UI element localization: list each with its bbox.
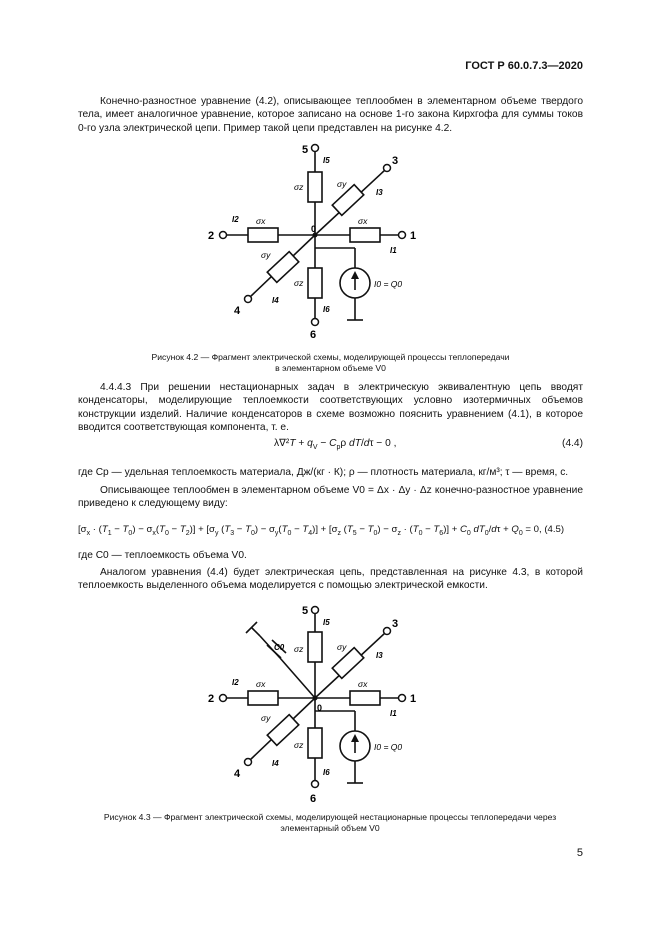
svg-text:C0: C0	[274, 643, 285, 652]
document-header: ГОСТ Р 60.0.7.3—2020	[465, 60, 583, 72]
svg-text:σy: σy	[261, 713, 271, 723]
figure-4-3-caption-line2: элементарный объем V0	[280, 823, 380, 833]
svg-text:I1: I1	[390, 709, 397, 718]
equation-4-4-number: (4.4)	[562, 438, 583, 449]
equation-4-5: $[\sigma_x \cdot (T_1 - T_0) - \sigma_x(T_0 - T_2)] + [\sigma_y$ $(T_3 - T_0) - \sigma_y(T_0 - T_4)] + [\sigma_z$ $(T_5 - T_0) - \sigma_z \cdot (T_0 - T_6)] + C_0$ $dT_0/d\tau + Q_0 = 0$, (4.5)	[78, 524, 565, 537]
figure-4-2-caption-line1: Рисунок 4.2 — Фрагмент электрической схемы, моделирующей процессы теплопередачи	[151, 352, 510, 362]
svg-text:I4: I4	[272, 296, 279, 305]
paragraph-6: Аналогом уравнения (4.4) будет электрическая цепь, представленная на рисунке 4.3, в которой теплоемкость выделенного объема моделируется с помощью электрической емкости.	[78, 567, 583, 592]
svg-text:4: 4	[234, 768, 241, 780]
svg-text:I0 = Q0: I0 = Q0	[374, 279, 403, 289]
svg-text:σz: σz	[294, 740, 304, 750]
svg-text:5: 5	[302, 605, 309, 617]
svg-text:I6: I6	[323, 768, 330, 777]
svg-text:I1: I1	[390, 246, 397, 255]
svg-text:I3: I3	[376, 651, 383, 660]
svg-text:σy: σy	[337, 642, 347, 652]
svg-text:I2: I2	[232, 215, 239, 224]
svg-text:σx: σx	[256, 679, 266, 689]
svg-text:4: 4	[234, 305, 241, 317]
paragraph-1: Конечно-разностное уравнение (4.2), описывающее теплообмен в элементарном объеме твердого тела, имеет аналогичное уравнение, которое записано на основе 1-го закона Кирхгофа для суммы токов 0-го узла электрической цепи. Пример такой цепи представлен на рисунке 4.2.	[78, 96, 583, 134]
svg-text:3: 3	[392, 618, 399, 630]
svg-text:5: 5	[302, 144, 309, 156]
paragraph-2: 4.4.4.3 При решении нестационарных задач в электрическую эквивалентную цепь вводят конденсаторы, моделирующие теплоемкости соответствующих условно изотермичных объемов конструкции изделий. Наличие конденсаторов в схеме возможно пояснить уравнением (4.1), в которое вводится соответствующая компонента, т. е.	[78, 382, 583, 434]
figure-4-3-caption-line1: Рисунок 4.3 — Фрагмент электрической схемы, моделирующей нестационарные процессы теплопередачи через	[103, 812, 557, 822]
svg-text:2: 2	[208, 693, 215, 705]
svg-text:I5: I5	[323, 618, 330, 627]
svg-text:6: 6	[310, 793, 317, 805]
svg-text:I3: I3	[376, 188, 383, 197]
svg-text:0: 0	[317, 703, 323, 713]
svg-text:σz: σz	[294, 278, 304, 288]
svg-text:0: 0	[311, 224, 317, 234]
paragraph-3: где Cр — удельная теплоемкость материала, Дж/(кг · К); ρ — плотность материала, кг/м³; τ — время, с.	[78, 467, 569, 478]
svg-text:I0 = Q0: I0 = Q0	[374, 742, 403, 752]
figure-4-2-caption-line2: в элементарном объеме V0	[275, 363, 386, 373]
svg-text:I5: I5	[323, 156, 330, 165]
svg-text:σx: σx	[358, 679, 368, 689]
equation-4-5-number: = 0, (4.5)	[525, 524, 565, 535]
svg-text:2: 2	[208, 230, 215, 242]
svg-text:I6: I6	[323, 305, 330, 314]
svg-text:1: 1	[410, 230, 417, 242]
svg-text:σz: σz	[294, 182, 304, 192]
svg-text:I4: I4	[272, 759, 279, 768]
figure-4-2-circuit	[190, 140, 450, 340]
svg-text:σx: σx	[256, 216, 266, 226]
paragraph-5: где C0 — теплоемкость объема V0.	[78, 550, 247, 561]
svg-text:1: 1	[410, 693, 417, 705]
svg-text:σz: σz	[294, 644, 304, 654]
svg-text:I2: I2	[232, 678, 239, 687]
figure-4-3-circuit	[190, 600, 450, 805]
svg-text:σy: σy	[261, 250, 271, 260]
page-number: 5	[576, 847, 583, 859]
svg-text:3: 3	[392, 155, 399, 167]
svg-text:σx: σx	[358, 216, 368, 226]
svg-text:σy: σy	[337, 179, 347, 189]
svg-text:6: 6	[310, 329, 317, 340]
paragraph-4: Описывающее теплообмен в элементарном объеме V0 = Δx · Δy · Δz конечно-разностное уравнение приведено к следующему виду:	[78, 485, 583, 510]
